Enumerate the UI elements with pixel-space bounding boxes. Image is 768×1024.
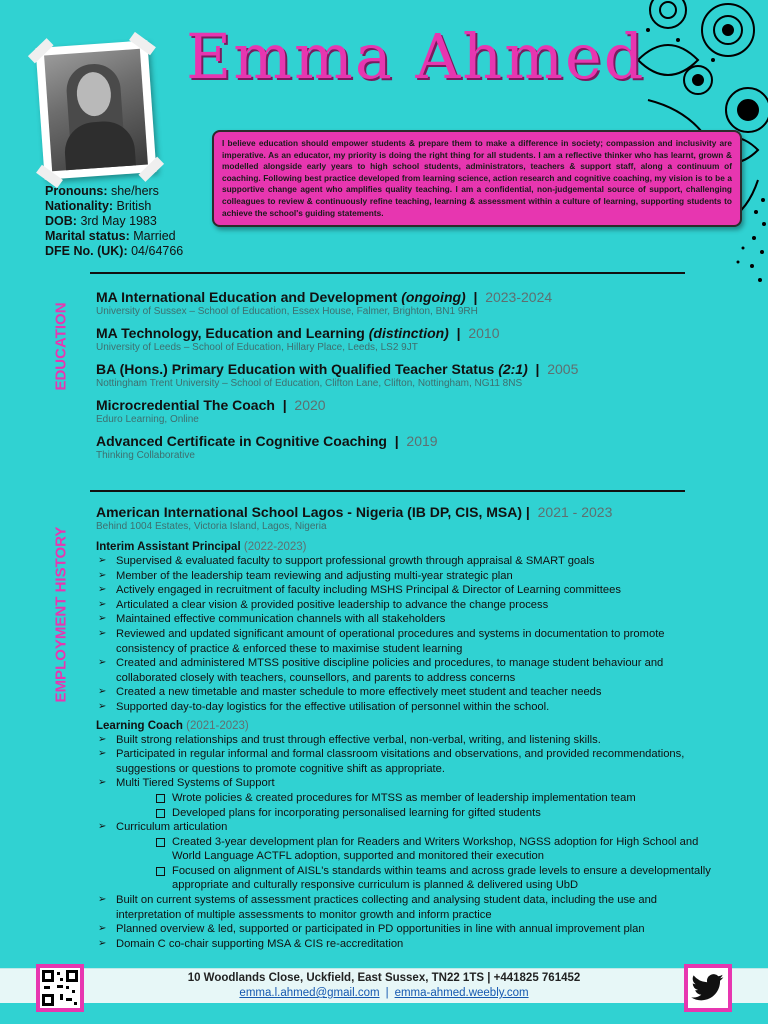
degree-year: 2005 [547,361,579,377]
degree-name: BA (Hons.) Primary Education with Qualified Teacher Status [96,361,495,377]
education-item [96,432,736,461]
duty-text: Reviewed and updated significant amount of operational procedures and systems in documentation to promote consistency of practice & enforced these to maximise student learning [116,627,665,655]
divider [90,272,685,274]
duty-item [96,733,716,748]
duty-item [96,583,716,598]
duty-text: Member of the leadership team reviewing and adjusting multi-year strategic plan [116,569,513,582]
duty-text: Supported day-to-day logistics for the effective utilisation of personnel within the school. [116,700,550,713]
address-phone: 10 Woodlands Close, Uckfield, East Sussex, TN22 1TS | +441825 761452 [187,972,581,984]
education-item [96,396,736,425]
education-title: MA International Education and Development (ongoing) | 2023-2024 [96,289,553,305]
detail-label: DFE No. (UK): [45,244,128,258]
employment-section [96,503,716,954]
degree-note: (distinction) [368,325,449,341]
institution: University of Leeds – School of Education, Hillary Place, Leeds, LS2 9JT [96,342,418,353]
degree-name: MA Technology, Education and Learning [96,325,365,341]
education-item [96,288,736,317]
duty-item [96,569,716,584]
detail-value: 04/64766 [131,244,184,258]
employer-years: 2021 - 2023 [537,504,613,520]
profile-photo [44,49,148,171]
duty-text: Participated in regular informal and formal classroom visitations and observations, and provided recommendations, suggestions or questions to promote cognitive shift as appropriate. [116,748,685,775]
duty-text: Actively engaged in recruitment of faculty including MSHS Principal & Director of Learning committees [116,584,621,597]
role-name: Interim Assistant Principal [96,541,241,553]
personal-detail-row [45,184,183,199]
duty-item [96,598,716,613]
section-label-employment: EMPLOYMENT HISTORY [52,526,70,703]
duty-item [96,776,716,820]
employer-title: American International School Lagos - Nigeria (IB DP, CIS, MSA) | 2021 - 2023 [96,504,613,520]
personal-detail-row [45,199,183,214]
degree-year: 2010 [468,325,500,341]
education-title: BA (Hons.) Primary Education with Qualified Teacher Status (2:1) | 2005 [96,361,579,377]
twitter-bird-icon[interactable] [684,964,732,1012]
education-item [96,324,736,353]
duty-text: Multi Tiered Systems of Support [116,777,275,790]
section-label-education: EDUCATION [52,302,70,391]
duty-item [96,685,716,700]
education-list [96,288,736,468]
education-title: Advanced Certificate in Cognitive Coaching | 2019 [96,433,438,449]
sub-duty-item: Focused on alignment of AISL's standards within teams and across grade levels to ensure a developmentally appropriate and culturally responsive curriculum is planned & delivered using UbD [154,864,716,893]
institution: University of Sussex – School of Education, Essex House, Falmer, Brighton, BN1 9RH [96,306,478,317]
degree-year: 2019 [406,433,438,449]
duty-text: Maintained effective communication channels with all stakeholders [116,613,446,626]
degree-note: (2:1) [498,361,528,377]
duty-text: Created a new timetable and master schedule to more effectively meet student and teacher needs [116,686,602,699]
degree-name: Advanced Certificate in Cognitive Coaching [96,433,387,449]
detail-label: DOB: [45,214,77,228]
degree-name: MA International Education and Development [96,289,398,305]
sub-duty-item: Created 3-year development plan for Readers and Writers Workshop, NGSS adoption for High School and World Language ACTFL adoption, supported and monitored their execution [154,835,716,864]
duty-text: Supervised & evaluated faculty to support professional growth through appraisal & SMART goals [116,555,595,567]
personal-detail-row [45,214,183,229]
duty-text: Built on current systems of assessment practices collecting and analysing student data, including the use and interpretation of multiple assessments to monitor growth and inform practice [116,894,658,921]
duty-item [96,922,716,937]
duty-item [96,700,716,715]
employer-address: Behind 1004 Estates, Victoria Island, Lagos, Nigeria [96,521,327,532]
duty-text: Planned overview & led, supported or participated in PD opportunities in line with annual improvement plan [116,923,645,936]
detail-label: Pronouns: [45,184,108,198]
duty-text: Created and administered MTSS positive discipline policies and procedures, to manage student behaviour and collaborated closely with teachers, counsellors, and parents to address concerns [116,657,664,684]
degree-note: (ongoing) [401,289,466,305]
degree-year: 2020 [294,397,326,413]
email-link[interactable]: emma.l.ahmed@gmail.com [239,987,380,999]
personal-details [45,184,183,259]
education-title: Microcredential The Coach | 2020 [96,397,326,413]
degree-name: Microcredential The Coach [96,397,275,413]
personal-detail-row [45,244,183,259]
education-title: MA Technology, Education and Learning (distinction) | 2010 [96,325,500,341]
sub-duty-item: Wrote policies & created procedures for MTSS as member of leadership implementation team [154,791,716,806]
role-title [96,540,716,554]
degree-year: 2023-2024 [485,289,553,305]
institution: Nottingham Trent University – School of Education, Clifton Lane, Clifton, Nottingham, NG11 8NS [96,378,523,389]
duty-item [96,656,716,685]
sub-duty-list [116,835,716,893]
institution: Eduro Learning, Online [96,414,199,425]
duty-item [96,627,716,656]
duty-text: Curriculum articulation [116,821,228,834]
detail-value: 3rd May 1983 [80,214,157,228]
divider [90,490,685,492]
duty-text: Articulated a clear vision & provided positive leadership to advance the change process [116,598,549,611]
duty-item [96,893,716,922]
personal-detail-row [45,229,183,244]
role-title [96,719,716,733]
footer-contact: 10 Woodlands Close, Uckfield, East Sussex, TN22 1TS | +441825 761452 emma.l.ahmed@gmail.com | emma-ahmed.weebly.com [0,968,768,1003]
duty-list [96,554,716,715]
duty-item [96,937,716,952]
duty-item [96,747,716,776]
role-years: (2021-2023) [186,719,249,732]
detail-value: Married [133,229,176,243]
detail-label: Marital status: [45,229,130,243]
detail-label: Nationality: [45,199,114,213]
duty-item [96,554,716,569]
qr-code-icon[interactable] [36,964,84,1012]
duty-item [96,612,716,627]
role-name: Learning Coach [96,719,183,732]
sub-duty-item: Developed plans for incorporating personalised learning for gifted students [154,806,716,821]
profile-photo-frame [36,40,157,179]
duty-item [96,820,716,893]
website-link[interactable]: emma-ahmed.weebly.com [394,987,529,999]
role-years: (2022-2023) [243,541,307,553]
duty-text: Built strong relationships and trust through effective verbal, non-verbal, writing, and listening skills. [116,733,601,746]
detail-value: British [116,199,152,213]
institution: Thinking Collaborative [96,450,195,461]
personal-statement: I believe education should empower students & prepare them to make a difference in society; compassion and inclusivity are imperative. As an educator, my priority is doing the right thing for all students. I am a reflective thinker who has learnt, grown & modelled alongside early years to high school students, administrators, teachers & support staff, along a continuum of coaching. Following best practice developed from learning science, action research and cognitive coaching, my vision is to be a supportive change agent who amplifies quality teaching. I am a confidential, non-judgemental source of support, challenging colleagues to review & continuously refine teaching, learning & assessment within a culture of learning, supporting students to achieve the school's guiding statements. [212,130,742,227]
sub-duty-list [116,791,716,820]
education-item [96,360,736,389]
name-heading: Emma Ahmed [186,20,646,93]
detail-value: she/hers [110,184,159,198]
duty-text: Domain C co-chair supporting MSA & CIS re-accreditation [116,937,404,950]
duty-list [96,733,716,952]
